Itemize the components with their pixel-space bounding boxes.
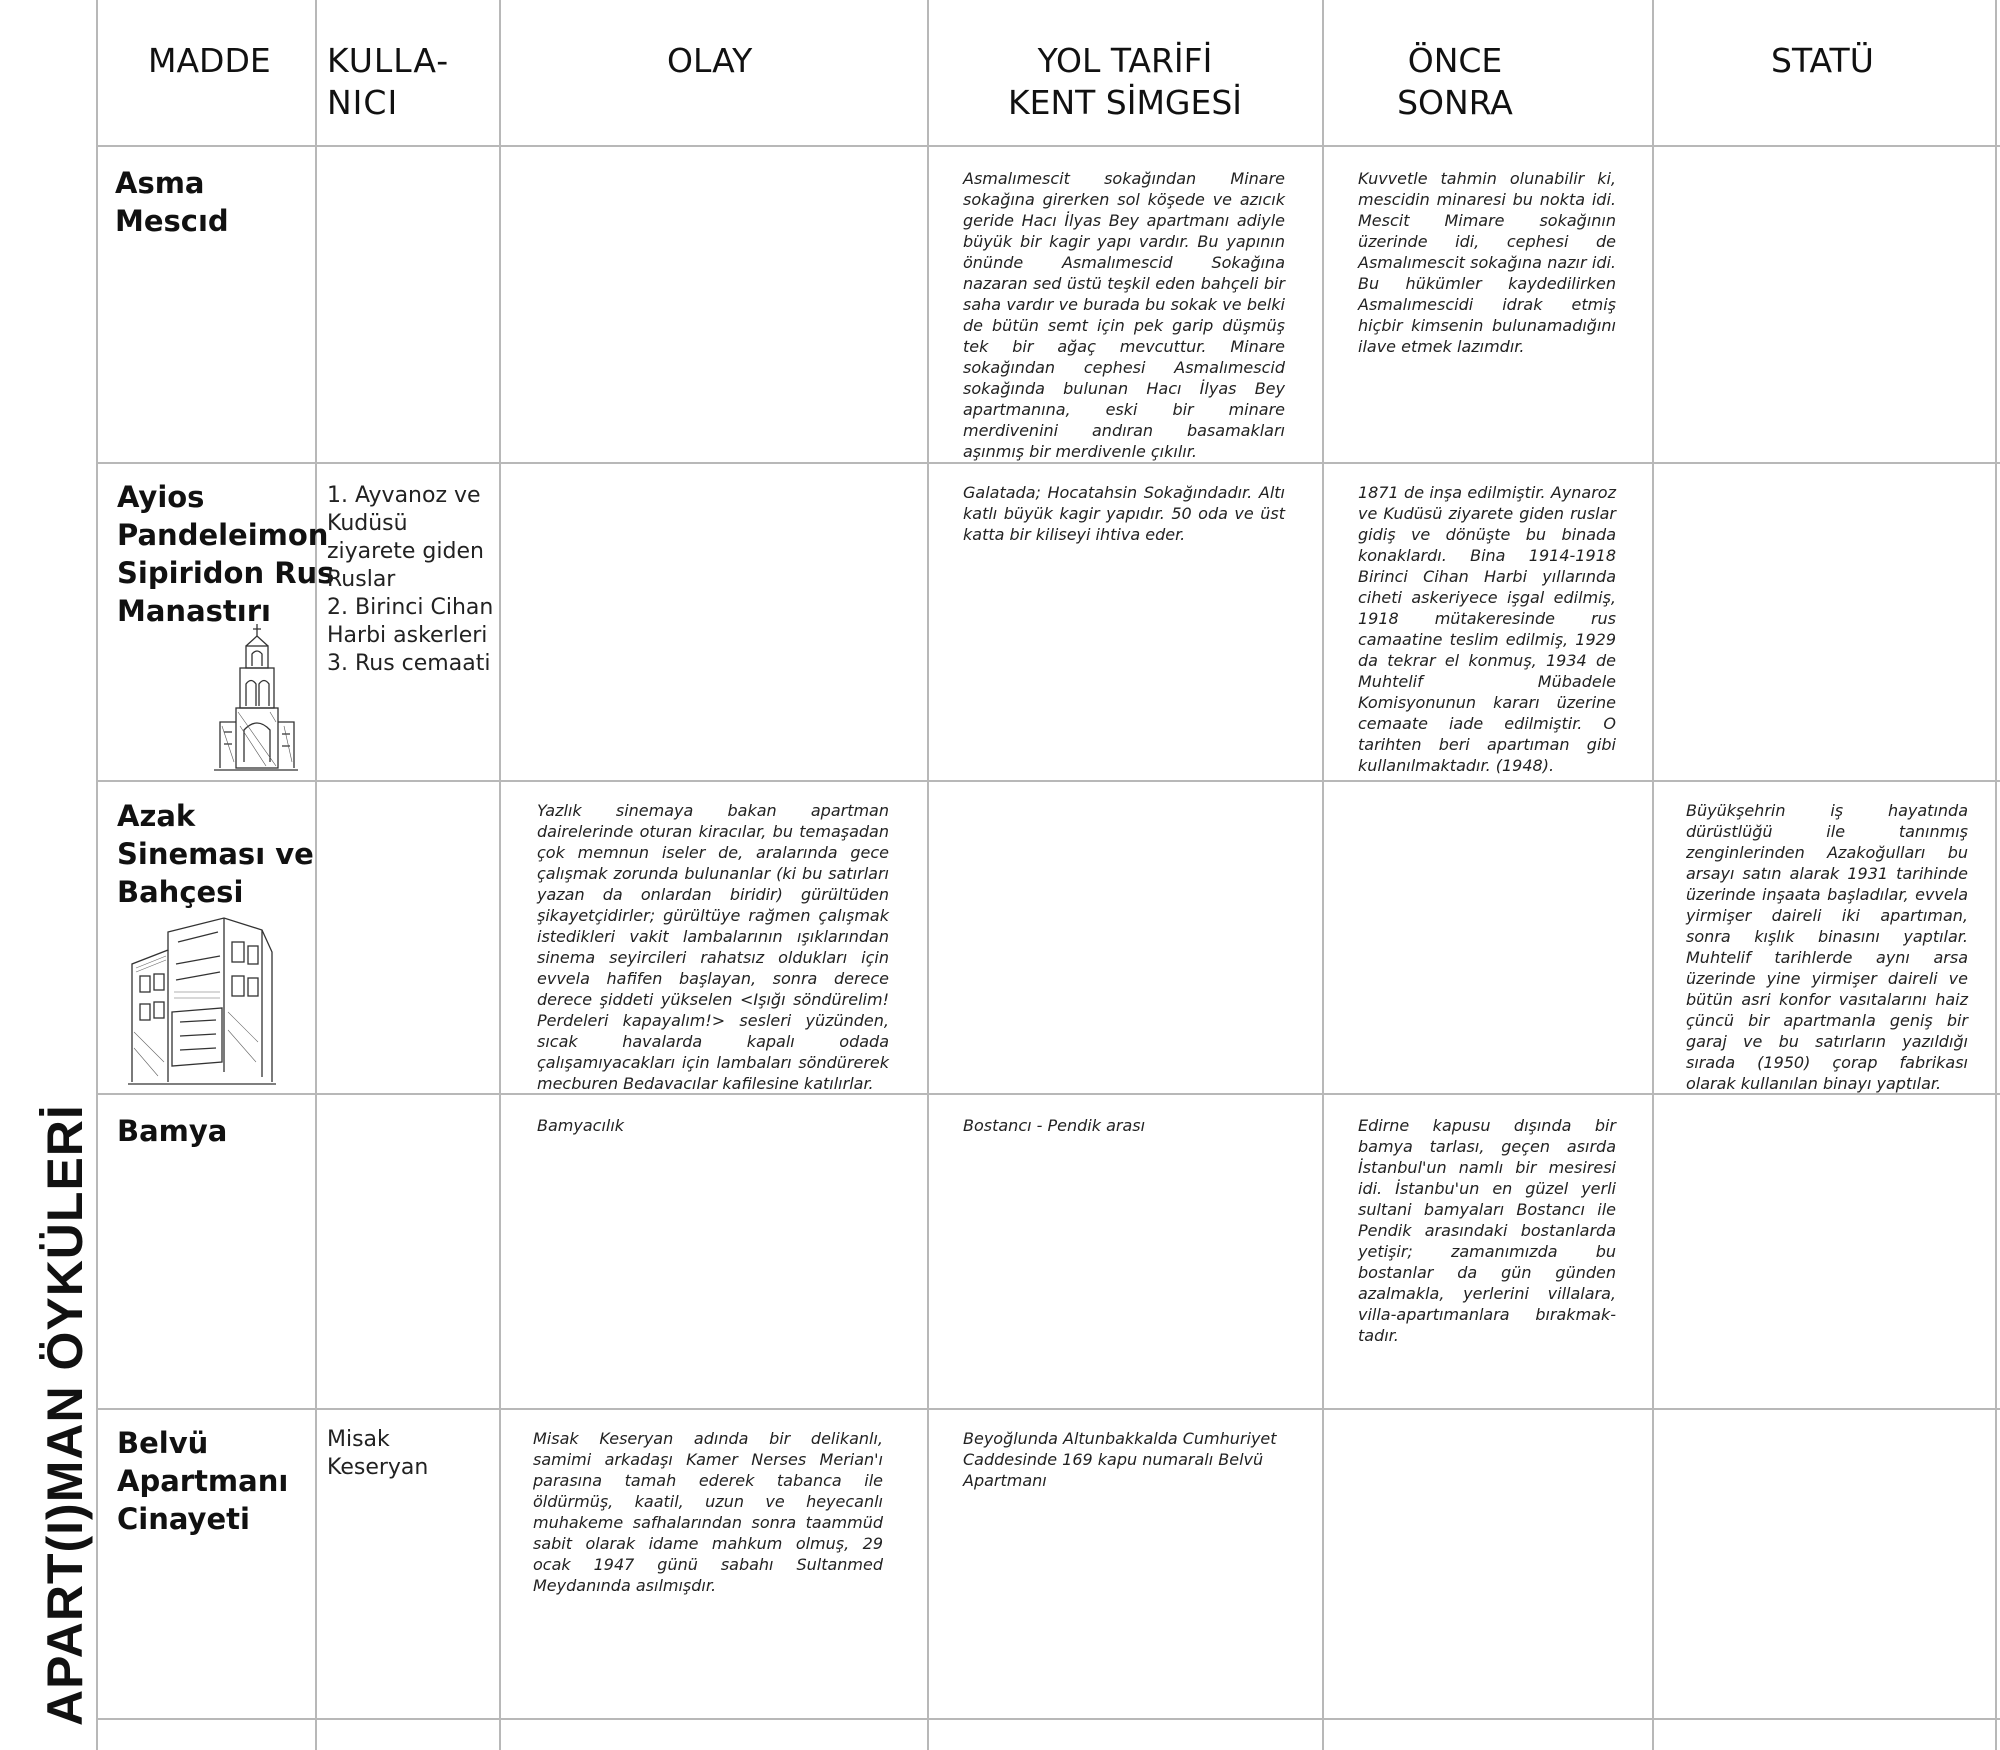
row1-madde [115, 164, 229, 240]
column-divider [499, 0, 501, 1750]
row2-user-line5: 2. Birinci Cihan [327, 595, 494, 620]
column-divider [927, 0, 929, 1750]
row2-user-line6: Harbi askerleri [327, 623, 488, 648]
header-yol-tarifi [1000, 40, 1250, 186]
row2-madde-line1: Ayios [117, 480, 205, 514]
column-divider [1652, 0, 1654, 1750]
row-divider [96, 462, 2000, 464]
row5-madde-line3: Cinayeti [117, 1502, 250, 1536]
cinema-building-sketch [128, 912, 276, 1088]
row3-statu: Büyükşehrin iş hayatında dürüstlüğü ile tanınmış zenginlerinden Azakoğulları bu arsayı satın alarak 1931 tarihinde üzerinde inşaata başladılar, evvela yirmişer daireli iki apartıman, sonra kışlık binasını yaptılar. Muhtelif tarihlerde aynı arsa üzerinde yine yirmişer daireli ve bütün asri konfor vasıtalarını haiz çüncü bir apartmanla geniş bir garaj ve bu satırların yazıldığı sırada (1950) çorap fabrikası olarak kullanılan binayı yaptılar. [1686, 801, 1968, 1093]
column-divider [1995, 0, 1997, 1750]
row2-yol-tarifi: Galatada; Hocatahsin Sokağındadır. Altı katlı büyük kagir yapıdır. 50 oda ve üst katta bir kiliseyi ihtiva eder. [963, 483, 1285, 544]
row3-madde [117, 797, 314, 911]
row5-yol-tarifi: Beyoğlunda Altunbakkalda Cumhuriyet Caddesinde 169 kapu numaralı Belvü Apartmanı [963, 1429, 1277, 1490]
row2-user-line2: Kudüsü [327, 511, 408, 536]
row4-madde-line1: Bamya [117, 1114, 228, 1148]
row4-olay: Bamyacılık [537, 1116, 625, 1135]
row5-kullanici [327, 1426, 428, 1482]
row2-madde-line4: Manastırı [117, 594, 271, 628]
column-divider [1322, 0, 1324, 1750]
row2-user-line1: 1. Ayvanoz ve [327, 483, 481, 508]
header-madde: MADDE [148, 41, 271, 80]
row2-once-sonra: 1871 de inşa edilmiştir. Aynaroz ve Kudüsü ziyarete giden ruslar gidiş ve dönüşte bu binada konaklardı. Bina 1914-1918 Birinci Cihan Harbi yıllarında ciheti askeriyece işgal edilmiş, 1918 mütakeresinde rus camaatine teslim edilmiş, 1929 da tekrar el konmuş, 1934 de Muhtelif Mübadele Komisyonunun kararı üzerine cemaate iade edilmiştir. O tarihten beri apartıman gibi kullanılmaktadır. (1948). [1358, 483, 1616, 775]
header-once-line2: SONRA [1397, 83, 1513, 122]
church-tower-sketch [210, 622, 300, 772]
row2-user-line7: 3. Rus cemaati [327, 651, 491, 676]
row3-madde-line3: Bahçesi [117, 875, 244, 909]
row2-user-line3: ziyarete giden [327, 539, 484, 564]
row3-madde-line1: Azak [117, 799, 196, 833]
row5-madde [117, 1424, 288, 1538]
row2-madde-line2: Pandeleimon [117, 518, 329, 552]
row1-madde-line1: Asma [115, 166, 205, 200]
row-divider [96, 1408, 2000, 1410]
header-yol-line1: YOL TARİFİ [1037, 41, 1213, 80]
header-yol-line2: KENT SİMGESİ [1007, 83, 1243, 122]
row2-madde [117, 478, 334, 630]
row3-madde-line2: Sineması ve [117, 837, 314, 871]
row4-yol-tarifi: Bostancı - Pendik arası [963, 1116, 1146, 1135]
header-statu: STATÜ [1771, 41, 1874, 80]
row2-user-line4: Ruslar [327, 567, 396, 592]
column-divider [96, 0, 98, 1750]
row2-kullanici [327, 482, 493, 678]
row5-user-line1: Misak [327, 1427, 390, 1452]
row-divider [96, 780, 2000, 782]
row5-olay: Misak Keseryan adında bir delikanlı, samimi arkadaşı Kamer Nerses Merian'ı parasına tamah ederek tabanca ile öldürmüş, kaatil, uzun ve heyecanlı muhakeme safhalarından sonra taammüd sabit olarak idame mahkum olmuş, 29 ocak 1947 günü sabahı Sultanmed Meydanında asılmışdır. [533, 1429, 883, 1595]
header-kullanici [327, 40, 449, 186]
row1-once-sonra: Kuvvetle tahmin olunabilir ki, mescidin minaresi bu nokta idi. Mescit Mimare sokağının üzerinde idi, cephesi de Asmalımescit sokağına nazır idi. Bu hükümler kaydedilirken Asmalımescidi idrak etmiş hiçbir kimsenin bulunamadığını ilave etmek lazımdır. [1358, 169, 1616, 356]
row1-madde-line2: Mescıd [115, 204, 229, 238]
row-divider [96, 1718, 2000, 1720]
column-divider [315, 0, 317, 1750]
row4-madde [117, 1112, 227, 1150]
row4-once-sonra: Edirne kapusu dışında bir bamya tarlası, geçen asırda İstanbul'un namlı bir mesiresi idi. İstanbu'un en güzel yerli sultani bamyaları Bostancı ile Pendik arasındaki bostanlarda yetişir; zamanımızda bu bostanlar da gün günden azalmakla, yerlerini villalara, villa-apartımanlara bırakmak-tadır. [1358, 1116, 1616, 1345]
row5-user-line2: Keseryan [327, 1455, 429, 1480]
row1-yol-tarifi: Asmalımescit sokağından Minare sokağına girerken sol köşede ve azıcık geride Hacı İlyas Bey apartmanı adiyle büyük bir kagir yapı vardır. Bu yapının önünde Asmalımescid Sokağına nazaran sed üstü teşkil eden bahçeli bir saha vardır ve burada bu sokak ve belki de bütün semt için pek garip düşmüş tek bir ağaç mevcuttur. Minare sokağından cephesi Asmalımescid sokağında bulunan Hacı İlyas Bey apartmanına, eski bir minare merdivenini andıran basamakları aşınmış bir merdivenle çıkılır. [963, 169, 1285, 461]
header-olay: OLAY [667, 41, 753, 80]
header-kullanici-line1: KULLA- [327, 41, 450, 80]
row2-madde-line3: Sipiridon Rus [117, 556, 335, 590]
side-title: APART(I)MAN ÖYKÜLERİ [37, 1104, 93, 1726]
row5-madde-line2: Apartmanı [117, 1464, 289, 1498]
row3-olay: Yazlık sinemaya bakan apartman dairelerinde oturan kiracılar, bu temaşadan çok memnun iseler de, aralarında gece çalışmak zorunda bulunanlar (ki bu satırları yazan da onlardan biridir) gürültüden şikayetçidirler; gürültüye rağmen çalışmak istedikleri vakit lambalarının ışıklarından sinema seyircileri rahatsız oldukları için evvela hafifen başlayan, sonra derece derece şiddeti yükselen <Işığı söndürelim! Perdeleri kapayalım!> sesleri yüzünden, sıcak havalarda kapalı odada çalışamıyacakları için lambaları söndürerek mecburen Bedavacılar kafilesine katılırlar. [537, 801, 889, 1093]
row5-madde-line1: Belvü [117, 1426, 209, 1460]
header-kullanici-line2: NICI [327, 83, 399, 122]
header-once-line1: ÖNCE [1407, 41, 1503, 80]
header-once-sonra [1380, 40, 1530, 186]
